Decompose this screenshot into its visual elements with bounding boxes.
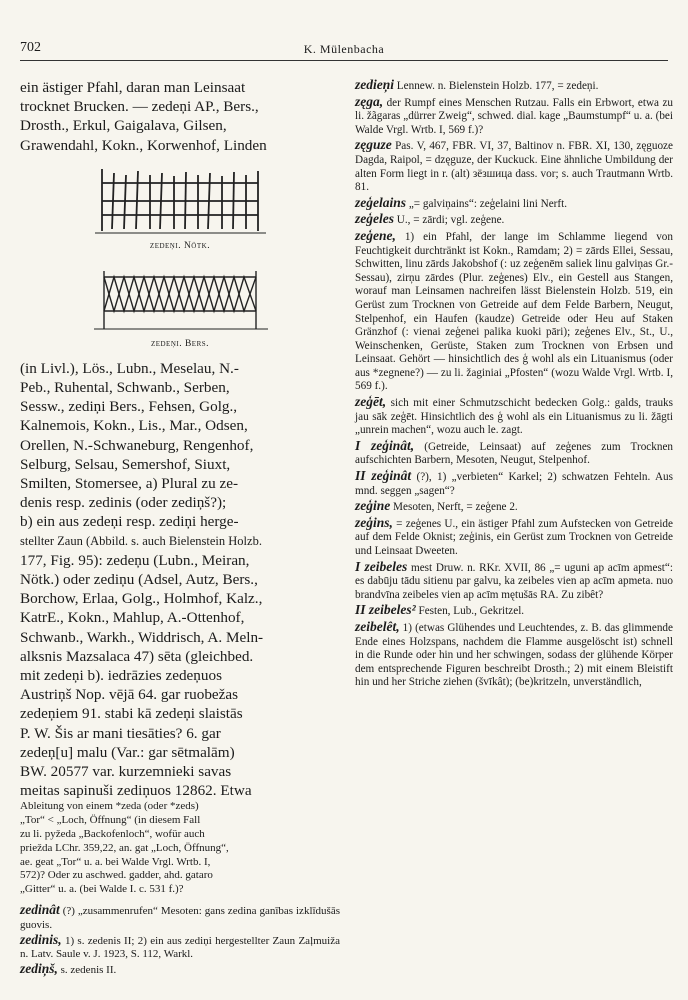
- entry-headword: zedinât: [20, 902, 60, 918]
- text-line: mit zedeņi b). iedrāzies zedeņuos: [20, 667, 222, 685]
- text-line: Kalnemois, Kokn., Lis., Mar., Odsen,: [20, 417, 248, 435]
- text-line: Smilten, Stomersee, a) Plural zu ze-: [20, 475, 239, 493]
- running-head: K. Mülenbacha: [303, 42, 385, 56]
- text-line: Selburg, Selsau, Semershof, Siuxt,: [20, 455, 231, 473]
- entry-headword: zedinis,: [20, 931, 62, 947]
- text-line: KatrE., Kokn., Mahlup, A.-Ottenhof,: [20, 609, 245, 627]
- text-line: Grawendahl, Kokn., Korwenhof, Linden: [20, 136, 267, 154]
- dictionary-entry: [20, 962, 340, 978]
- entry-headword: zęga,: [355, 93, 384, 109]
- text-line: zedeņiem 91. stabi kā zedeņi slaistās: [20, 705, 243, 723]
- dictionary-entry: [355, 138, 673, 194]
- figure-fence-bers: [20, 263, 340, 355]
- text-line: alksnis Mazsalaca 47) sēta (gleichbed.: [20, 647, 254, 665]
- entry-headword: I zeģinât,: [355, 437, 415, 453]
- text-line: Nötk.) oder zediņu (Adsel, Autz, Bers.,: [20, 571, 258, 589]
- dictionary-entry: [355, 212, 673, 228]
- entry-headword: zediņš,: [20, 961, 58, 977]
- text-line: (in Livl.), Lös., Lubn., Meselau, N.-: [20, 359, 239, 377]
- dictionary-entry: [20, 933, 340, 963]
- dictionary-entry: [355, 395, 673, 438]
- entry-headword: zeģene,: [355, 227, 396, 243]
- dictionary-entry: [355, 560, 673, 603]
- entry-headword: zeģeles: [355, 211, 394, 227]
- text-line: Peb., Ruhental, Schwanb., Serben,: [20, 379, 230, 397]
- entry-headword: zeģine: [355, 498, 391, 514]
- dictionary-entry: [355, 620, 673, 690]
- entry-headword: zeģins,: [355, 514, 393, 530]
- entry-body: 1) ein Pfahl, der lange im Schlamme liegend von Feuchtigkeit durchtränkt ist Kokn., Ramdam; 2) = zārds Ellei, Sessau, Schwitten, linu zārds Jakobshof (: uz zeģenēm saliek linu galviņas Gr.-Sessau), zirņu zārdes (Plur. zeģenes) Elv., ein Gestell aus Stangen, worauf man Leinsamen nachreifen lässt Bielenstein Holzb. 519, ein Gerüst zum Trocknen von Getreide auf dem Felde Barbern, Neugut, Stelpenhof, ein Haufen (kaudze) Getreide oder Heu auf Staken Gränzhof (: vienai zeģenei palika kuoki pāri); zeģenes Elv., St., U., Weinschenken, Gerüste, Staken zum Trocknen von Erbsen und Leinsaat. Gehört — hinsichtlich des ģ wohl als ein Lituanismus (oder aus *zegnene?) — zu li. žaginiai „Pfosten“ (wozu Walde Vrgl. Wrtb. I, 569 f.).: [355, 230, 673, 393]
- text-line: zu li. pyžeda „Backofenloch“, wofür auch: [20, 828, 205, 841]
- entry-headword: I zeibeles: [355, 558, 408, 574]
- text-line: „Gitter“ u. a. (bei Walde I. c. 531 f.)?: [20, 883, 184, 896]
- entry-headword: zeģēt,: [355, 394, 387, 410]
- text-line: „Tor“ < „Loch, Öffnung“ (in diesem Fall: [20, 814, 201, 827]
- entry-body: Lennew. n. Bielenstein Holzb. 177, = zedeņi.: [394, 80, 599, 92]
- text-line: zedeņ[u] malu (Var.: gar sētmalām): [20, 743, 235, 761]
- text-line: denis resp. zedinis (oder zediņš?);: [20, 494, 227, 512]
- entry-body: mest Druw. n. RKr. XVII, 86 „= uguni ap acīm apmest“: es dabūju tādu sitienu par galvu, ka zeibeles vien ap acīm apmeta. nuo brandvīna zeibeles vien ap acīm mętušās RA. Zu zibêt?: [355, 561, 673, 601]
- entry-body: = zeģenes U., ein ästiger Pfahl zum Aufstecken von Getreide auf dem Felde Oknist; zeģinis, ein Gerüst zum Trocknen von Getreide und Leinsaat Dweeten.: [355, 517, 673, 557]
- text-line: meitas sapinuši zediņuos 12862. Etwa: [20, 782, 252, 800]
- text-line: Orellen, N.-Schwaneburg, Rengenhof,: [20, 436, 254, 454]
- dictionary-entry: [355, 516, 673, 559]
- entry-body: (?), 1) „verbieten“ Karkel; 2) schwatzen Fehteln. Aus mnd. seggen „sagen“?: [355, 471, 674, 497]
- text-line: 572)? Oder zu aschwed. gadder, ahd. gataro: [20, 869, 213, 882]
- entry-body: Pas. V, 467, FBR. VI, 37, Baltinov n. FBR. XI, 130, zęguoze Dagda, Raipol, = dzęguze, der Kuckuck. Eine ähnliche Umbildung der alten Form liegt in r. (alt) зёзшица dass. vor; s. auch Trautmann Wrtb. 81.: [355, 140, 673, 194]
- fence-drawing-icon: [90, 161, 270, 241]
- text-line: Austriņš Nop. vējā 64. gar ruobežas: [20, 686, 239, 704]
- text-line: Sessw., zediņi Bers., Fehsen, Golg.,: [20, 398, 238, 416]
- entry-body: (?) „zusammenrufen“ Mesoten: gans zedina ganības izklīdušās guovis.: [20, 905, 340, 931]
- entry-body: „= galviņains“: zeģelaini lini Nerft.: [406, 197, 568, 210]
- entry-headword: zęguze: [355, 137, 392, 153]
- figure-caption: zedeņi. Nötk.: [149, 240, 211, 251]
- text-line: BW. 20577 var. kurzemnieki savas: [20, 763, 232, 781]
- text-line: Borchow, Erlaa, Golg., Holmhof, Kalz.,: [20, 590, 263, 608]
- dictionary-entry: [355, 499, 673, 515]
- dictionary-entry: [355, 469, 673, 498]
- figure-fence-notk: [20, 161, 340, 257]
- dictionary-entry: [355, 603, 673, 619]
- dictionary-entry: [355, 196, 673, 212]
- page-header: [0, 0, 688, 60]
- entry-body: sich mit einer Schmutzschicht bedecken Golg.: galds, trauks jau sāk zeģēt. Hinsichtlich des ģ wohl als ein Lituanismus zu li. žāgti „unrein machen“, wozu auch le. zagt.: [355, 397, 673, 437]
- dictionary-entry: [355, 439, 673, 468]
- text-line: Schwanb., Warkh., Widdrisch, A. Meln-: [20, 628, 264, 646]
- entry-headword: II zeģinât: [355, 468, 412, 484]
- dictionary-entry: [20, 903, 340, 933]
- right-column: [355, 78, 673, 691]
- entry-body: (Getreide, Leinsaat) auf zeģenes zum Trocknen aufschichten Barbern, Mesoten, Neugut, Stelpenhof.: [355, 440, 674, 467]
- text-line: priežda LChr. 359,22, an. gat „Loch, Öffnung“,: [20, 841, 229, 854]
- entry-body: der Rumpf eines Menschen Rutzau. Falls ein Erbwort, etwa zu li. žãgaras „dürrer Zweig“, schwed. dial. kage „Baumstumpf“ u. a. (bei Walde Vrgl. Wrtb. I, 569 f.)?: [355, 96, 673, 136]
- fence-drawing-icon: [90, 263, 270, 339]
- dictionary-entry: [355, 229, 673, 394]
- text-line: b) ein aus zedeņi resp. zediņi herge-: [20, 513, 239, 531]
- text-line: Drosth., Erkul, Gaigalava, Gilsen,: [20, 117, 227, 135]
- figure-caption: zedeņi. Bers.: [150, 338, 210, 349]
- text-line: ein ästiger Pfahl, daran man Leinsaat: [20, 79, 246, 96]
- text-line: stellter Zaun (Abbild. s. auch Bielenstein Holzb.: [20, 533, 262, 548]
- text-line: trocknet Brucken. — zedeņi AP., Bers.,: [20, 98, 259, 116]
- text-line: ae. geat „Tor“ u. a. bei Walde Vrgl. Wrtb. I,: [20, 855, 211, 868]
- entry-body: 1) (etwas Glühendes und Leuchtendes, z. B. das glimmende Ende eines Holzspans, nachdem die Flamme ausgelöscht ist) schnell in die Runde oder hin und her schwingen, sodass der glühende Körper dem entsprechende Figuren beschreibt Drosth.; 2) mit einem Bleistift hin und her Striche ziehen (švīkât); (be)kritzeln, unverständlich,: [355, 621, 673, 689]
- text-line: 177, Fig. 95): zedeņu (Lubn., Meiran,: [20, 551, 250, 569]
- entry-body: s. zedenis II.: [57, 964, 117, 977]
- text-line: Ableitung von einem *zeda (oder *zeds): [20, 800, 199, 813]
- left-column: [20, 78, 340, 978]
- header-rule: [20, 60, 668, 61]
- text-line: P. W. Šis ar mani tiesāties? 6. gar: [20, 724, 221, 742]
- entry-headword: zeibelêt,: [355, 618, 400, 634]
- page-number: 702: [20, 40, 41, 55]
- dictionary-entry: [355, 78, 673, 94]
- entry-headword: zedieņi: [355, 77, 394, 92]
- entry-body: Festen, Lub., Gekritzel.: [415, 605, 525, 618]
- dictionary-entry: [355, 95, 673, 138]
- entry-body: Mesoten, Nerft, = zeģene 2.: [390, 501, 518, 514]
- entry-headword: zeģelains: [355, 194, 407, 210]
- entry-headword: II zeibeles²: [355, 602, 416, 618]
- entry-body: U., = zārdi; vgl. zeģene.: [393, 214, 505, 227]
- entry-body: 1) s. zedenis II; 2) ein aus zediņi hergestellter Zaun Zaļmuiža n. Latv. Saule v. J. 1923, S. 112, Warkl.: [20, 934, 340, 961]
